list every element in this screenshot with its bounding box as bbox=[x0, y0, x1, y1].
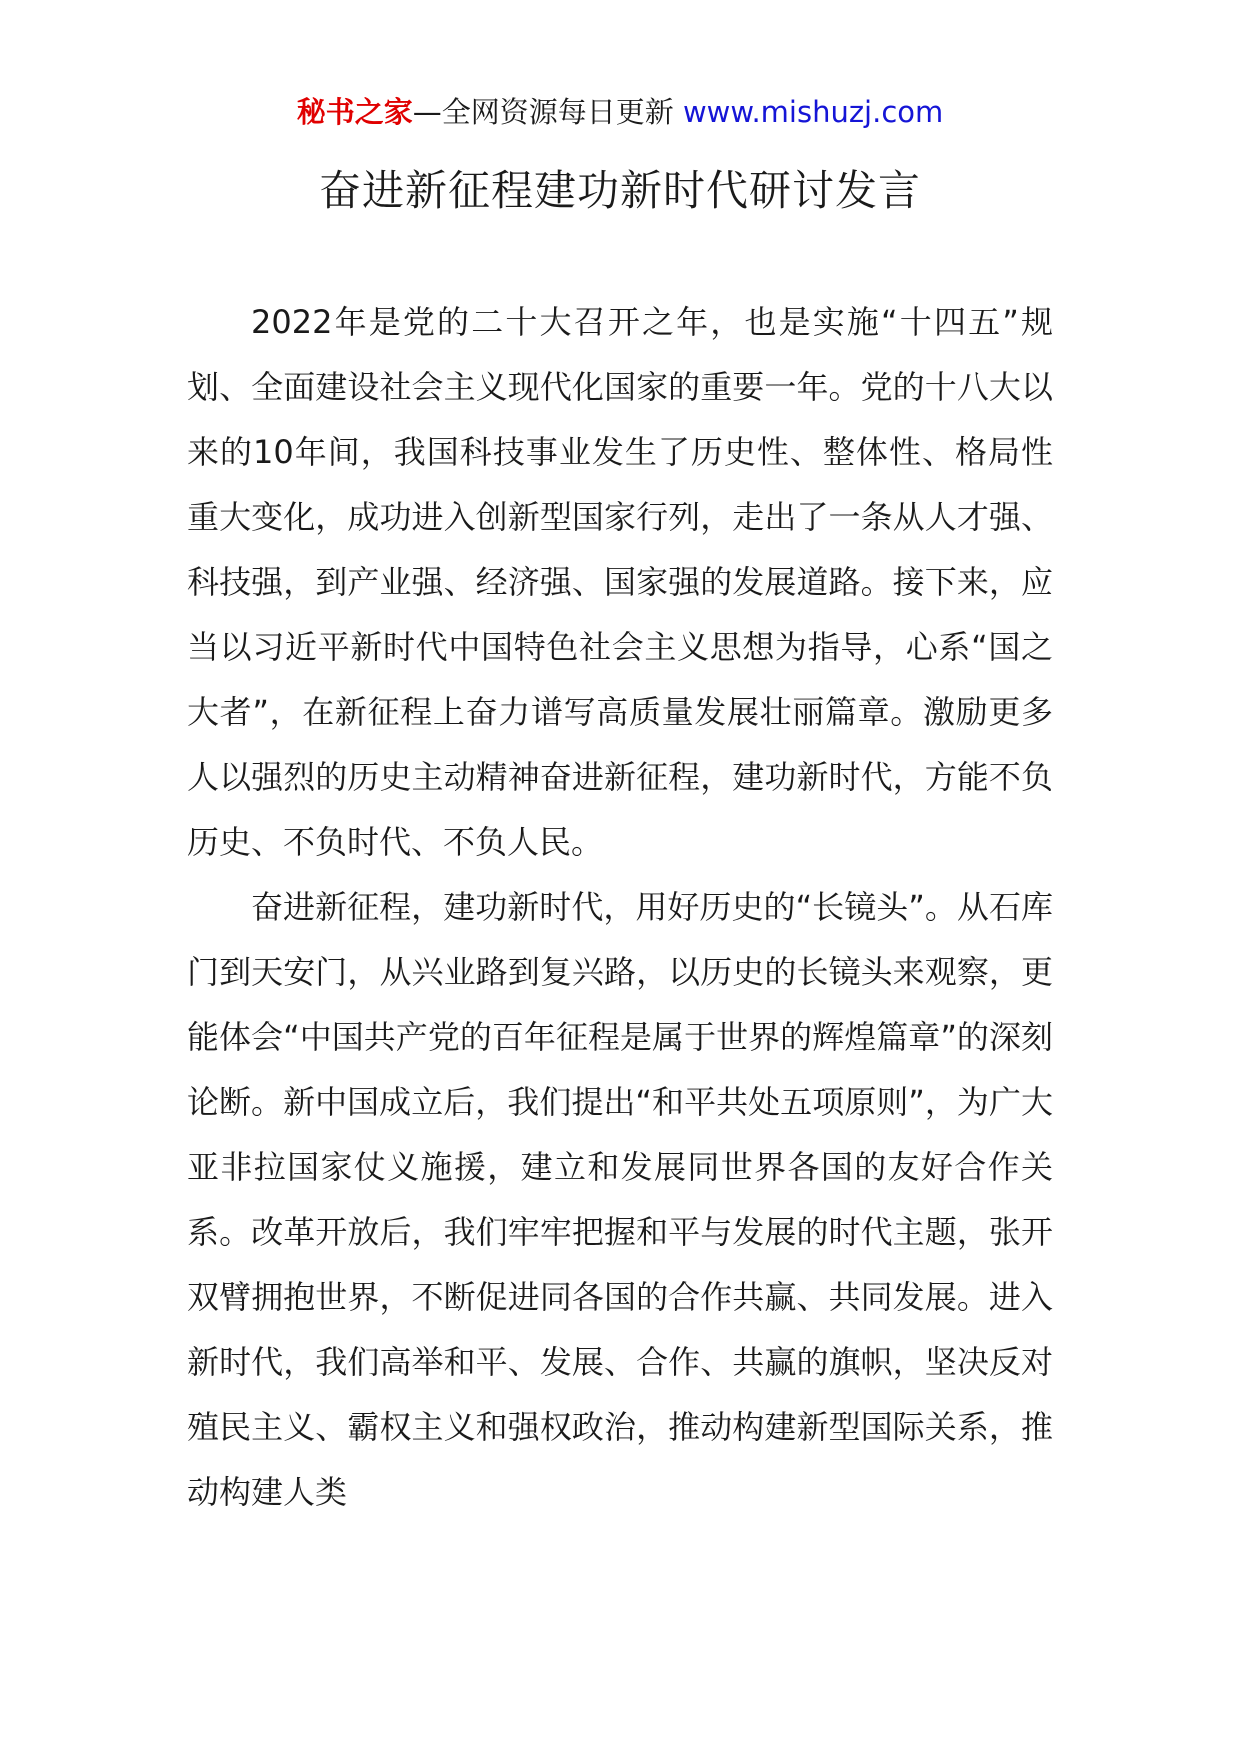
site-header bbox=[0, 92, 1240, 132]
paragraph: 奋进新征程，建功新时代，用好历史的“长镜头”。从石库门到天安门，从兴业路到复兴路，以历史的长镜头来观察，更能体会“中国共产党的百年征程是属于世界的辉煌篇章”的深刻论断。新中国成立后，我们提出“和平共处五项原则”，为广大亚非拉国家仗义施援，建立和发展同世界各国的友好合作关系。改革开放后，我们牢牢把握和平与发展的时代主题，张开双臂拥抱世界，不断促进同各国的合作共赢、共同发展。进入新时代，我们高举和平、发展、合作、共赢的旗帜，坚决反对殖民主义、霸权主义和强权政治，推动构建新型国际关系，推动构建人类 bbox=[187, 888, 1053, 1511]
site-brand: 秘书之家 bbox=[296, 95, 413, 129]
document-body bbox=[187, 290, 1053, 1525]
site-tagline: —全网资源每日更新 bbox=[412, 95, 674, 129]
site-url-link[interactable]: www.mishuzj.com bbox=[682, 95, 944, 129]
document-title: 奋进新征程建功新时代研讨发言 bbox=[318, 166, 921, 215]
paragraph: 2022年是党的二十大召开之年，也是实施“十四五”规划、全面建设社会主义现代化国家的重要一年。党的十八大以来的10年间，我国科技事业发生了历史性、整体性、格局性重大变化，成功进入创新型国家行列，走出了一条从人才强、科技强，到产业强、经济强、国家强的发展道路。接下来，应当以习近平新时代中国特色社会主义思想为指导，心系“国之大者”，在新征程上奋力谱写高质量发展壮丽篇章。激励更多人以强烈的历史主动精神奋进新征程，建功新时代，方能不负历史、不负时代、不负人民。 bbox=[187, 303, 1053, 861]
